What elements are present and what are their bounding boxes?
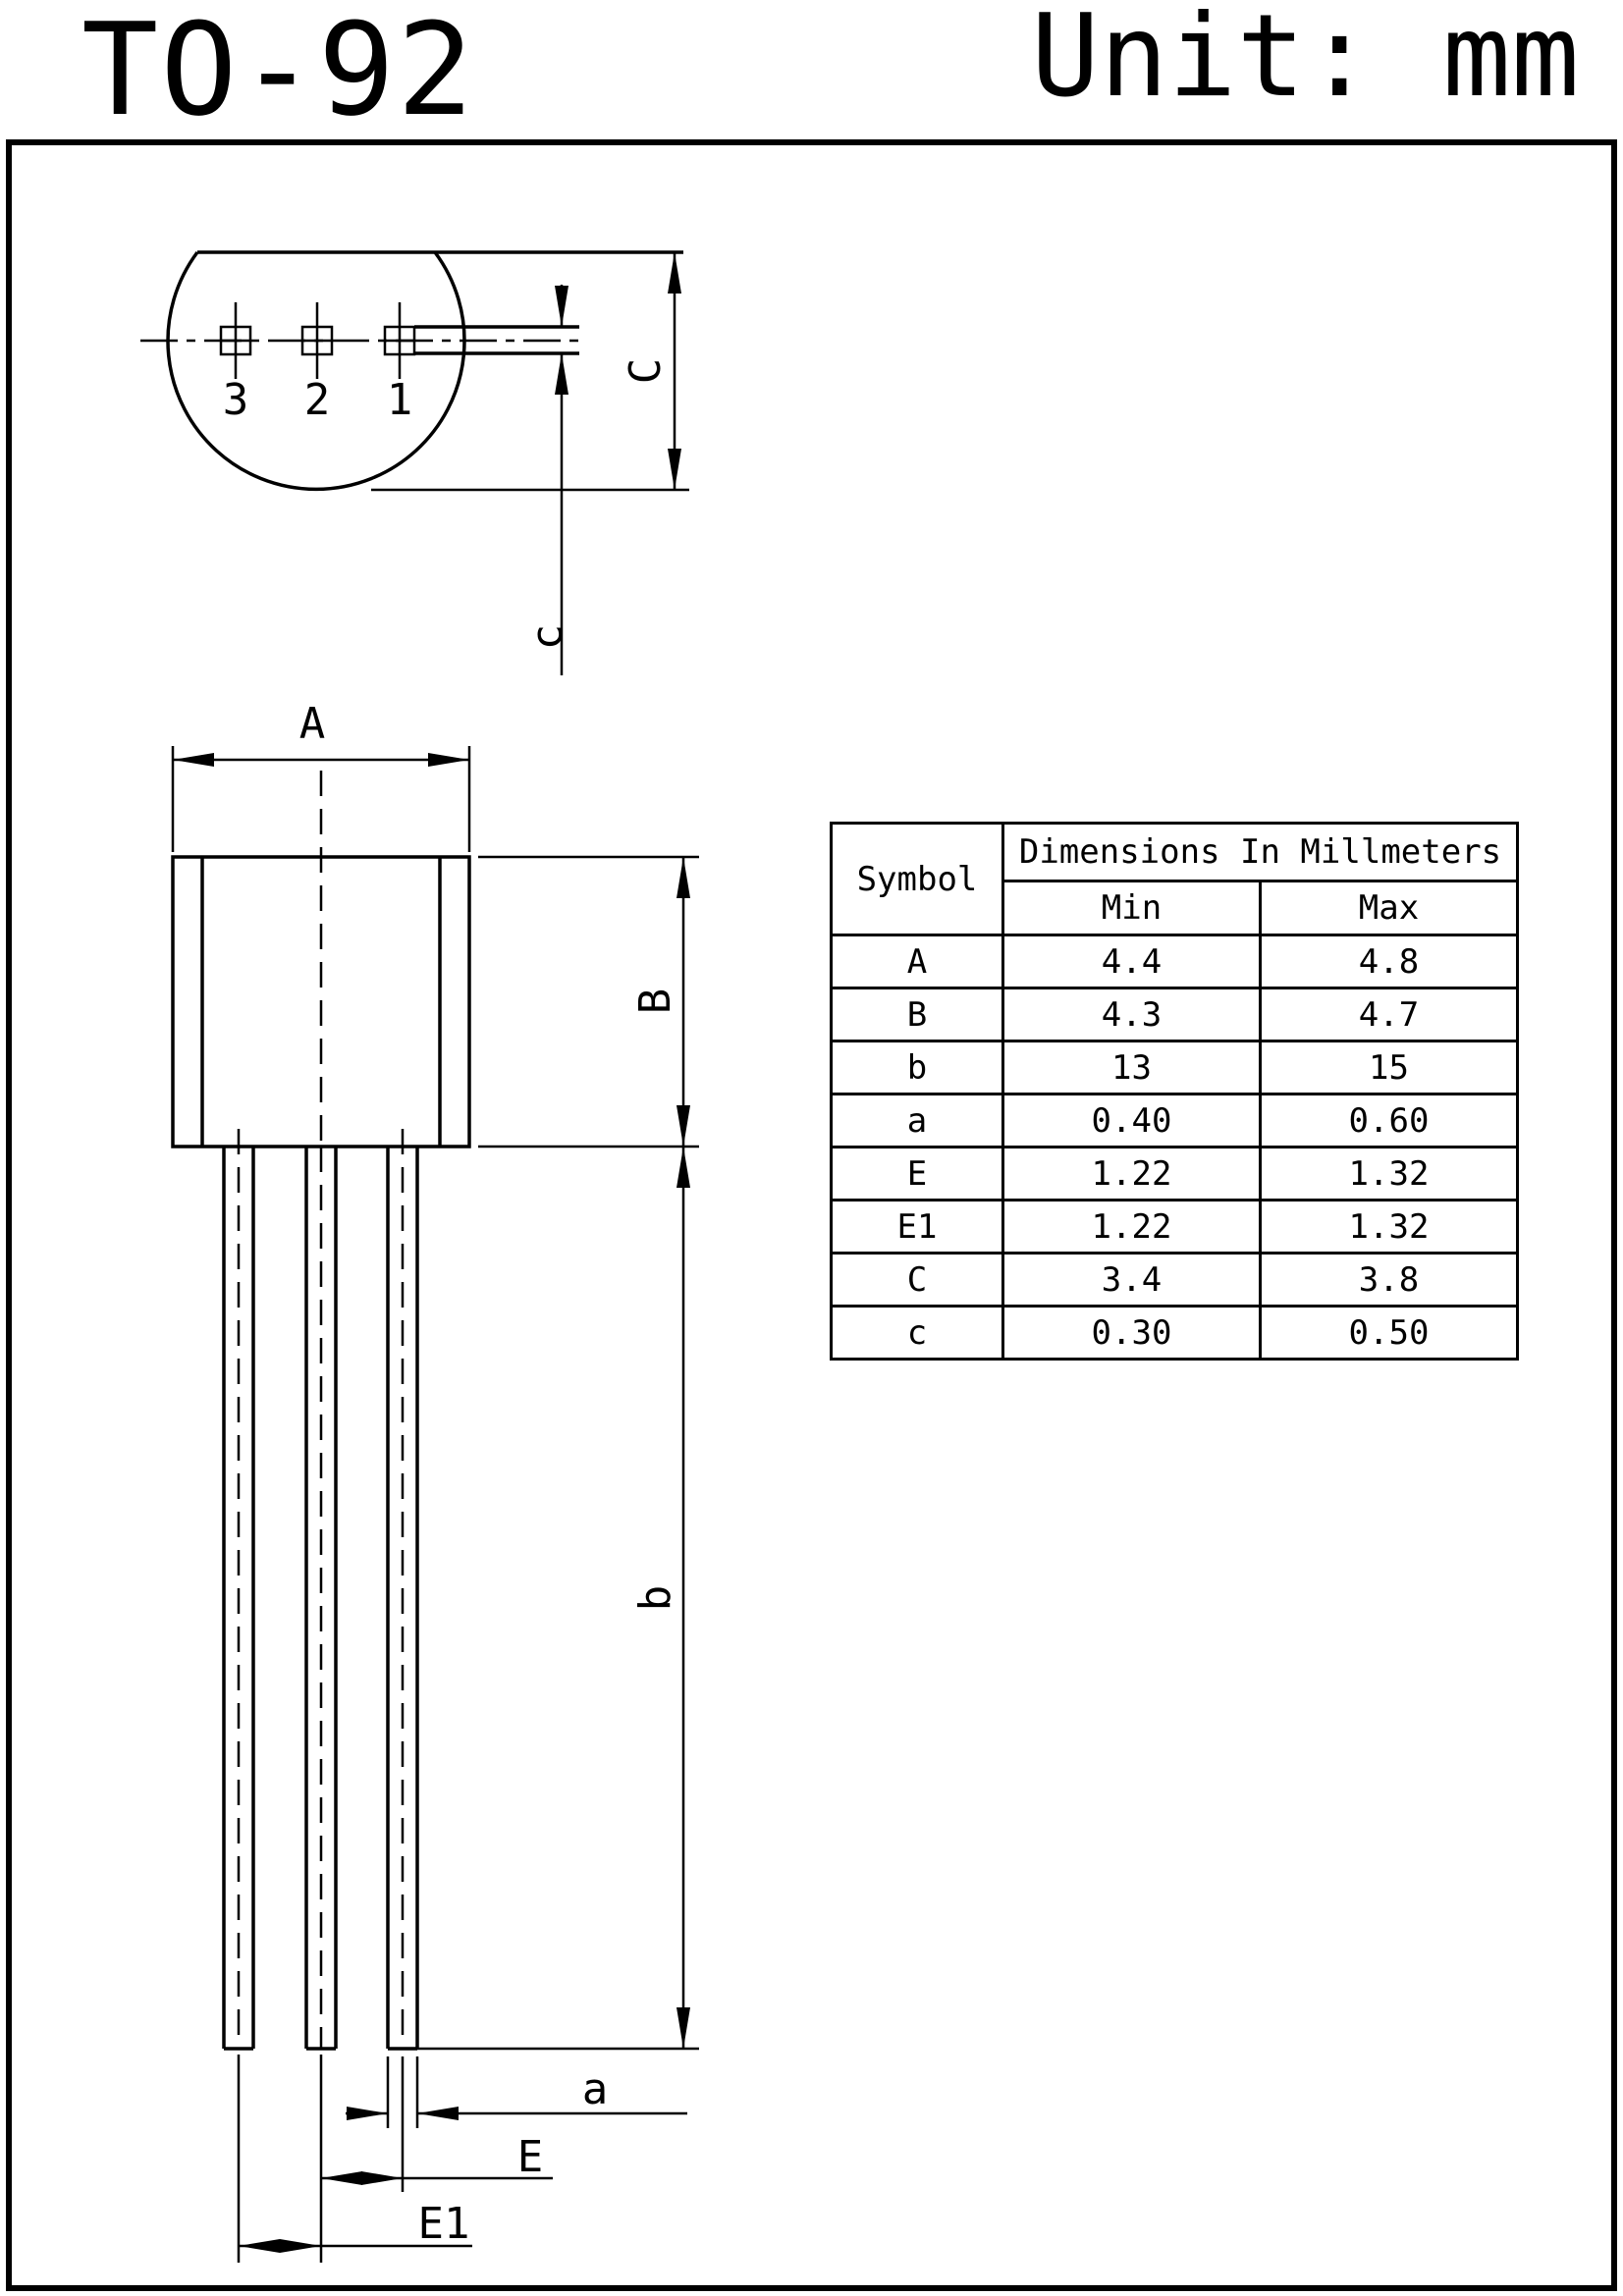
min-cell: 0.30 [1003,1307,1261,1360]
max-cell: 4.7 [1261,988,1518,1041]
symbol-cell: b [832,1041,1003,1095]
dim-B-label: B [630,988,680,1015]
max-cell: 15 [1261,1041,1518,1095]
min-column-header: Min [1003,881,1261,935]
symbol-cell: E1 [832,1201,1003,1254]
page-title: TO-92 [81,0,476,144]
top-view-outline [168,252,683,489]
dim-A-label: A [298,699,326,749]
dimension-b [417,1147,699,2049]
dim-b-label: b [630,1584,680,1612]
pin-number-labels [223,375,413,425]
table-row [832,935,1518,988]
dimension-c [522,285,572,675]
pin-markers [221,302,414,379]
table-row [832,1148,1518,1201]
symbol-cell: C [832,1254,1003,1307]
max-cell: 1.32 [1261,1148,1518,1201]
table-row [832,1201,1518,1254]
dim-a-label: a [581,2064,609,2114]
table-row [832,1041,1518,1095]
max-cell: 4.8 [1261,935,1518,988]
table-row [832,1307,1518,1360]
pin-2-label: 2 [303,375,331,425]
max-cell: 1.32 [1261,1201,1518,1254]
unit-label: Unit: mm [1031,0,1580,123]
dim-C-label: C [621,357,671,385]
table-row [832,988,1518,1041]
symbol-cell: a [832,1095,1003,1148]
dimensions-table [830,822,1519,1361]
max-column-header: Max [1261,881,1518,935]
min-cell: 1.22 [1003,1201,1261,1254]
table-row [832,1095,1518,1148]
table-row [832,1254,1518,1307]
min-cell: 1.22 [1003,1148,1261,1201]
min-cell: 3.4 [1003,1254,1261,1307]
min-cell: 4.3 [1003,988,1261,1041]
table-header-row [832,824,1518,881]
dimension-a [346,2056,687,2128]
legs [224,1129,417,2049]
dim-c-label: c [522,623,572,651]
dimension-E1 [239,2055,472,2263]
dimensions-group-header: Dimensions In Millmeters [1003,824,1518,881]
dimension-B [478,857,699,1147]
max-cell: 0.60 [1261,1095,1518,1148]
min-cell: 4.4 [1003,935,1261,988]
symbol-cell: B [832,988,1003,1041]
max-cell: 0.50 [1261,1307,1518,1360]
dimension-C [371,252,689,490]
symbol-cell: c [832,1307,1003,1360]
dim-E1-label: E1 [417,2199,470,2249]
min-cell: 0.40 [1003,1095,1261,1148]
max-cell: 3.8 [1261,1254,1518,1307]
pin-1-label: 1 [386,375,413,425]
package-body-front [173,771,469,1147]
symbol-cell: E [832,1148,1003,1201]
dim-E-label: E [516,2132,544,2182]
pin-3-label: 3 [222,375,249,425]
symbol-column-header: Symbol [832,824,1003,935]
symbol-cell: A [832,935,1003,988]
min-cell: 13 [1003,1041,1261,1095]
